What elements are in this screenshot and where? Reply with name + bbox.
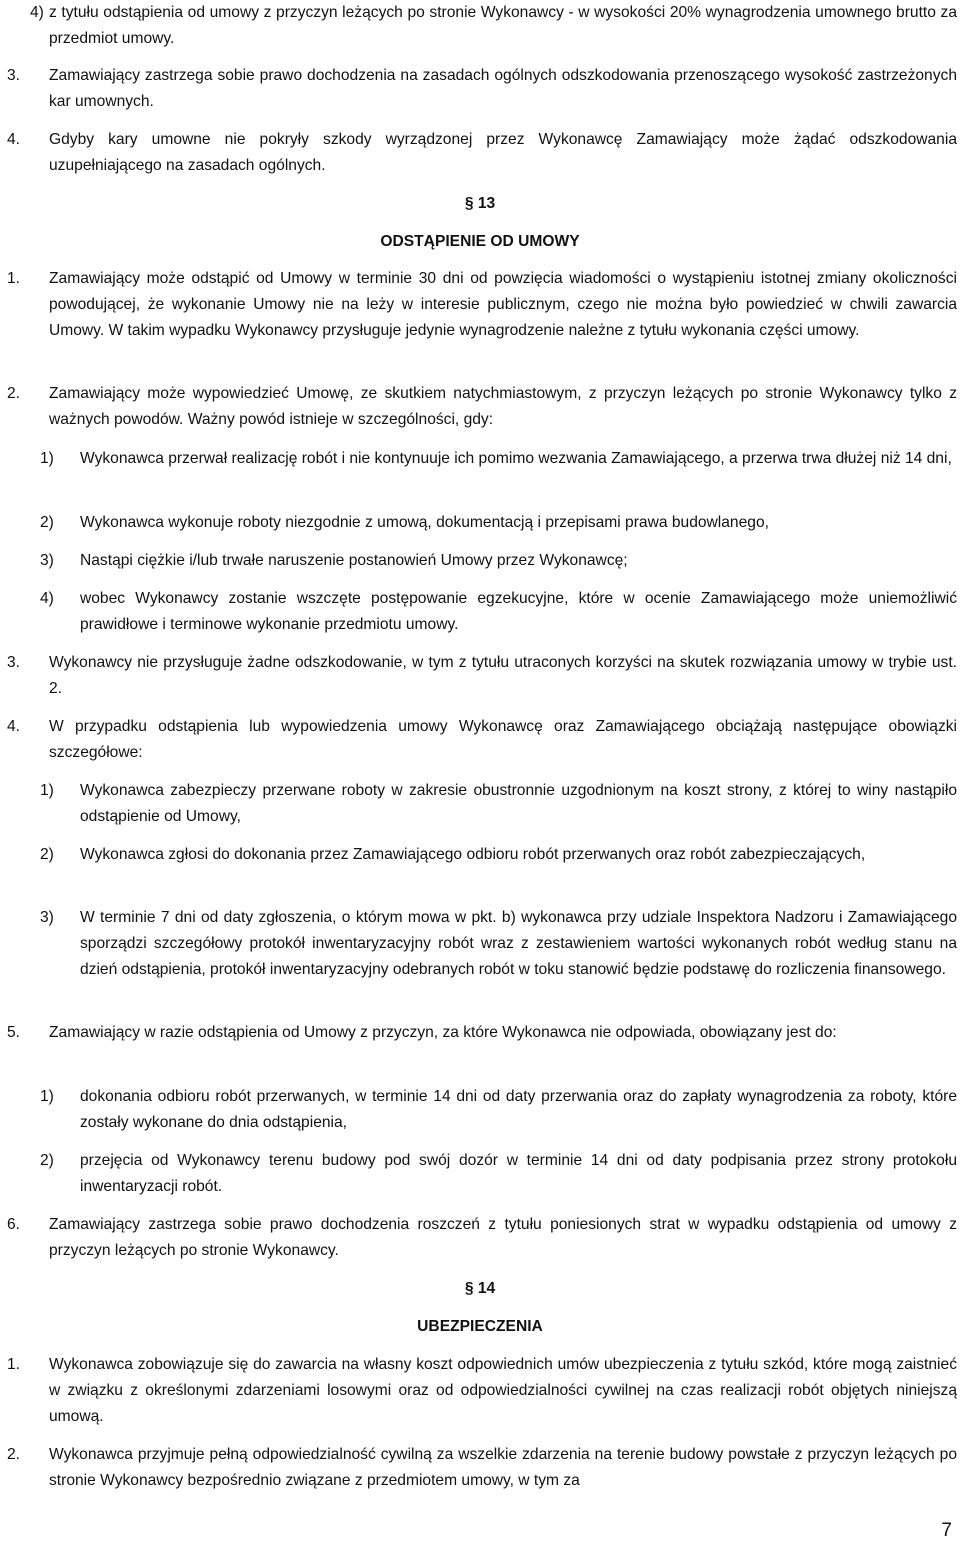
paragraph — [7, 63, 957, 115]
item-text: W przypadku odstąpienia lub wypowiedzenia umowy Wykonawcę oraz Zamawiającego obciążają następujące obowiązki szczegółowe: — [49, 718, 957, 761]
paragraph — [7, 1212, 957, 1264]
item-text: z tytułu odstąpienia od umowy z przyczyn leżących po stronie Wykonawcy - w wysokości 20% wynagrodzenia umownego brutto za przedmiot umowy. — [49, 4, 957, 47]
paragraph — [7, 266, 957, 344]
list-item — [40, 905, 957, 983]
list-item — [40, 446, 957, 472]
list-item — [30, 0, 957, 52]
list-item — [40, 586, 957, 638]
item-text: Wykonawca zabezpieczy przerwane roboty w zakresie obustronnie uzgodnionym na koszt strony, z której to winy nastąpiło odstąpienie od Umowy, — [80, 782, 957, 825]
paragraph — [7, 714, 957, 766]
list-item — [40, 778, 957, 830]
list-item — [40, 510, 957, 536]
paragraph — [7, 650, 957, 702]
item-number: 1) — [40, 1088, 54, 1105]
item-number: 1. — [7, 1356, 21, 1373]
item-number: 5. — [7, 1024, 21, 1041]
paragraph — [7, 1442, 957, 1494]
list-item — [40, 548, 957, 574]
item-text: przejęcia od Wykonawcy terenu budowy pod swój dozór w terminie 14 dni od daty podpisania przez strony protokołu inwentaryzacji robót. — [80, 1152, 957, 1195]
paragraph — [7, 1352, 957, 1430]
section-number: § 13 — [464, 195, 496, 212]
item-text: Zamawiający w razie odstąpienia od Umowy z przyczyn, za które Wykonawca nie odpowiada, obowiązany jest do: — [49, 1024, 837, 1041]
item-text: Wykonawca przyjmuje pełną odpowiedzialność cywilną za wszelkie zdarzenia na terenie budowy powstałe z przyczyn leżących po stronie Wykonawcy bezpośrednio związane z przedmiotem umowy, w tym za — [49, 1446, 957, 1489]
item-number: 2) — [40, 1152, 54, 1169]
item-number: 4) — [40, 590, 54, 607]
paragraph — [7, 381, 957, 433]
list-item — [40, 1148, 957, 1200]
item-text: Zamawiający zastrzega sobie prawo dochodzenia roszczeń z tytułu poniesionych strat w wypadku odstąpienia od umowy z przyczyn leżących po stronie Wykonawcy. — [49, 1216, 957, 1259]
item-text: Nastąpi ciężkie i/lub trwałe naruszenie postanowień Umowy przez Wykonawcę; — [80, 552, 628, 569]
item-number: 2. — [7, 1446, 21, 1463]
item-number: 3. — [7, 67, 21, 84]
item-number: 6. — [7, 1216, 21, 1233]
item-number: 4. — [7, 718, 21, 735]
item-number: 3. — [7, 654, 21, 671]
item-text: wobec Wykonawcy zostanie wszczęte postępowanie egzekucyjne, które w ocenie Zamawiającego może uniemożliwić prawidłowe i terminowe wykonanie przedmiotu umowy. — [80, 590, 957, 633]
item-text: Wykonawcy nie przysługuje żadne odszkodowanie, w tym z tytułu utraconych korzyści na skutek rozwiązania umowy w trybie ust. 2. — [49, 654, 957, 697]
section-heading: UBEZPIECZENIA — [417, 1318, 543, 1335]
item-text: W terminie 7 dni od daty zgłoszenia, o którym mowa w pkt. b) wykonawca przy udziale Inspektora Nadzoru i Zamawiającego sporządzi szczegółowy protokół inwentaryzacyjny robót wraz z zestawieniem wartości wykonanych robót według stanu na dzień odstąpienia, protokół inwentaryzacyjny odebranych robót w toku stanowić będzie podstawę do rozliczenia finansowego. — [80, 909, 957, 978]
item-number: 2) — [40, 514, 54, 531]
list-item — [40, 842, 957, 868]
item-text: Gdyby kary umowne nie pokryły szkody wyrządzonej przez Wykonawcę Zamawiający może żądać odszkodowania uzupełniającego na zasadach ogólnych. — [49, 131, 957, 174]
item-number: 4. — [7, 131, 21, 148]
item-number: 4) — [30, 4, 44, 21]
item-text: Wykonawca zobowiązuje się do zawarcia na własny koszt odpowiednich umów ubezpieczenia z tytułu szkód, które mogą zaistnieć w związku z określonymi zdarzeniami losowymi oraz od odpowiedzialności cywilnej na czas realizacji robót objętych niniejszą umową. — [49, 1356, 957, 1425]
item-number: 3) — [40, 552, 54, 569]
page-number: 7 — [941, 1520, 952, 1541]
item-text: Wykonawca wykonuje roboty niezgodnie z umową, dokumentacją i przepisami prawa budowlanego, — [80, 514, 769, 531]
item-number: 1. — [7, 270, 21, 287]
item-text: Zamawiający może odstąpić od Umowy w terminie 30 dni od powzięcia wiadomości o wystąpieniu istotnej zmiany okoliczności powodującej, że wykonanie Umowy nie na leży w interesie publicznym, czego nie można było powiedzieć w chwili zawarcia Umowy. W takim wypadku Wykonawcy przysługuje jedynie wynagrodzenie należne z tytułu wykonania części umowy. — [49, 270, 957, 339]
paragraph — [7, 127, 957, 179]
item-number: 1) — [40, 450, 54, 467]
list-item — [40, 1084, 957, 1136]
item-text: Zamawiający może wypowiedzieć Umowę, ze skutkiem natychmiastowym, z przyczyn leżących po stronie Wykonawcy tylko z ważnych powodów. Ważny powód istnieje w szczególności, gdy: — [49, 385, 957, 428]
item-number: 1) — [40, 782, 54, 799]
section-heading: ODSTĄPIENIE OD UMOWY — [380, 233, 580, 250]
item-number: 2. — [7, 385, 21, 402]
item-number: 3) — [40, 909, 54, 926]
item-text: dokonania odbioru robót przerwanych, w terminie 14 dni od daty przerwania oraz do zapłaty wynagrodzenia za roboty, które zostały wykonane do dnia odstąpienia, — [80, 1088, 957, 1131]
section-number: § 14 — [464, 1280, 496, 1297]
item-number: 2) — [40, 846, 54, 863]
paragraph — [7, 1020, 957, 1046]
item-text: Wykonawca przerwał realizację robót i nie kontynuuje ich pomimo wezwania Zamawiającego, a przerwa trwa dłużej niż 14 dni, — [80, 450, 952, 467]
item-text: Wykonawca zgłosi do dokonania przez Zamawiającego odbioru robót przerwanych oraz robót zabezpieczających, — [80, 846, 866, 863]
item-text: Zamawiający zastrzega sobie prawo dochodzenia na zasadach ogólnych odszkodowania przenoszącego wysokość zastrzeżonych kar umownych. — [49, 67, 957, 110]
